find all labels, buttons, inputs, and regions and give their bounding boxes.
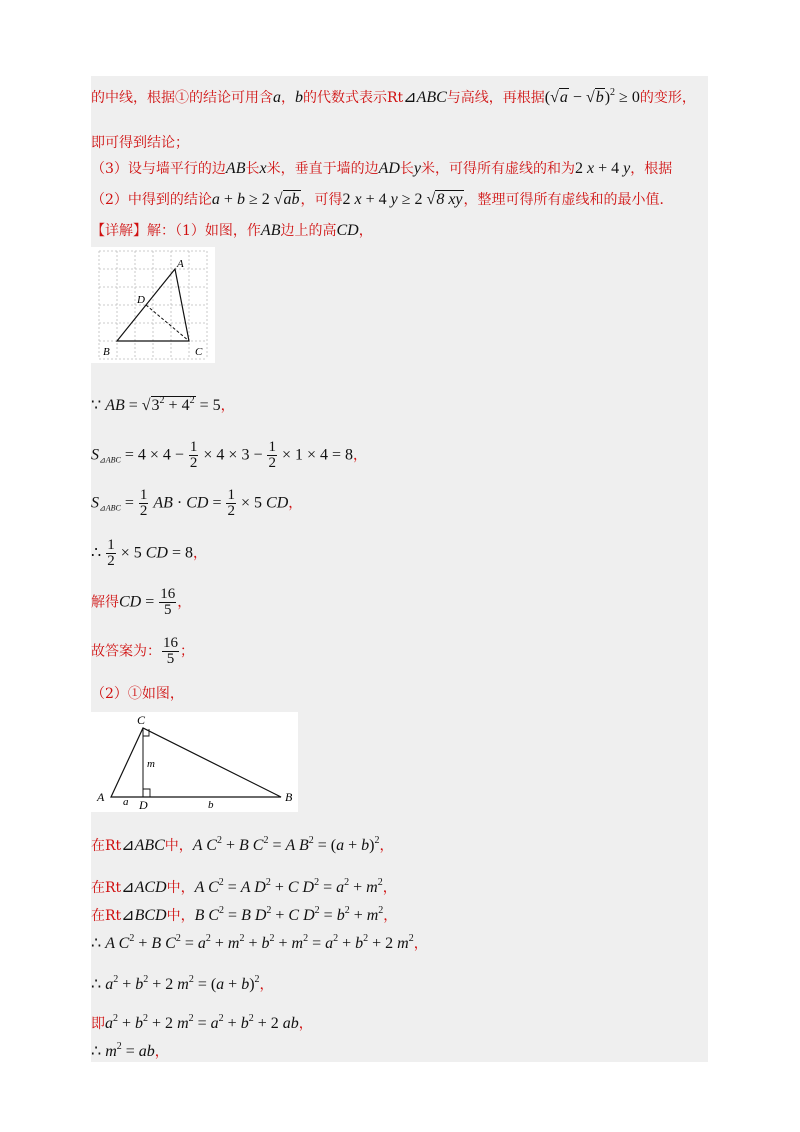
eq-rt-acd: 在Rt⊿ACD中，A $C^2 = A$ $D^2 + C$ $D^2 = a^2 + m^2$， [91, 877, 397, 896]
label-C: C [137, 713, 146, 727]
right-triangle-svg [91, 712, 298, 812]
label-B: B [103, 346, 110, 358]
label-D: D [139, 798, 148, 812]
grid-triangle-svg [91, 247, 215, 363]
eq-area-1: $S_{⊿ABC} = 4 \times 4$ − $\frac{1}{2}$ × 4 × 3 − $\frac{1}{2}$ × 1 × 4 = 8， [91, 439, 368, 471]
eq-area-2: $S_{⊿ABC}$ = $\frac{1}{2}$ AB · CD = $\frac{1}{2}$ × 5 CD， [91, 487, 303, 519]
eq-therefore: ∴ $\frac{1}{2}$ × 5 CD = 8， [91, 537, 207, 569]
label-m: m [147, 758, 155, 770]
figure-right-triangle [91, 712, 298, 812]
eq-ab: ∵ AB = $√3^2 + 4^2 = 5$， [91, 395, 235, 414]
answer-line: 故答案为： $\frac{16}{5}$ ； [91, 635, 194, 667]
eq-sum: ∴ A $C^2 + B$ $C^2 = a^2 + m^2 + b^2 + m^2 = a^2 + b^2 + 2$ $m^2$， [91, 933, 428, 952]
label-C: C [195, 346, 203, 358]
eq-rt-bcd: 在Rt⊿BCD中，B $C^2 = B$ $D^2 + C$ $D^2 = b^2 + m^2$， [91, 905, 398, 924]
figure-grid-triangle [91, 247, 215, 363]
sqrt-expression: $(√a - √b)^2 \ge 0$ [544, 87, 640, 106]
label-b: b [208, 799, 214, 811]
label-B: B [285, 790, 293, 804]
label-A: A [177, 258, 184, 270]
eq-sum2: ∴ $a^2 + b^2 + 2$ $m^2 = (a + b)^2$， [91, 974, 274, 993]
label-D: D [137, 294, 145, 306]
label-a: a [123, 796, 129, 808]
eq-rt-abc: 在Rt⊿ABC中，A $C^2 + B$ $C^2 = A$ $B^2 = (a + b)^2$， [91, 835, 394, 854]
eq-solve: 解得CD = $\frac{16}{5}$ ， [91, 586, 192, 618]
eq-final: ∴ $m^2$ = ab， [91, 1041, 169, 1060]
text-line-4: （2）中得到的结论a + b ≥ 2 √ab，可得2 x + 4 y ≥ 2 √8 xy，整理可得所有虚线和的最小值． [91, 191, 674, 208]
text-line-3: （3）设与墙平行的边AB长x米，垂直于墙的边AD长y米，可得所有虚线的和为2 x + 4 y，根据 [91, 160, 673, 177]
text-line-5: 【详解】解：（1）如图，作AB边上的高CD， [91, 222, 373, 239]
label-A: A [97, 790, 105, 804]
eq-ji: 即$a^2 + b^2 + 2$ $m^2 = a^2 + b^2 + 2$ ab， [91, 1013, 313, 1032]
text-line-2: 即可得到结论； [91, 135, 189, 151]
part2-heading: （2）①如图， [91, 686, 184, 702]
text-line-1: 的中线，根据①的结论可用含a，b的代数式表示Rt⊿ABC与高线，再根据$(√a - √b)^2 \ge 0$的变形， [91, 87, 696, 106]
